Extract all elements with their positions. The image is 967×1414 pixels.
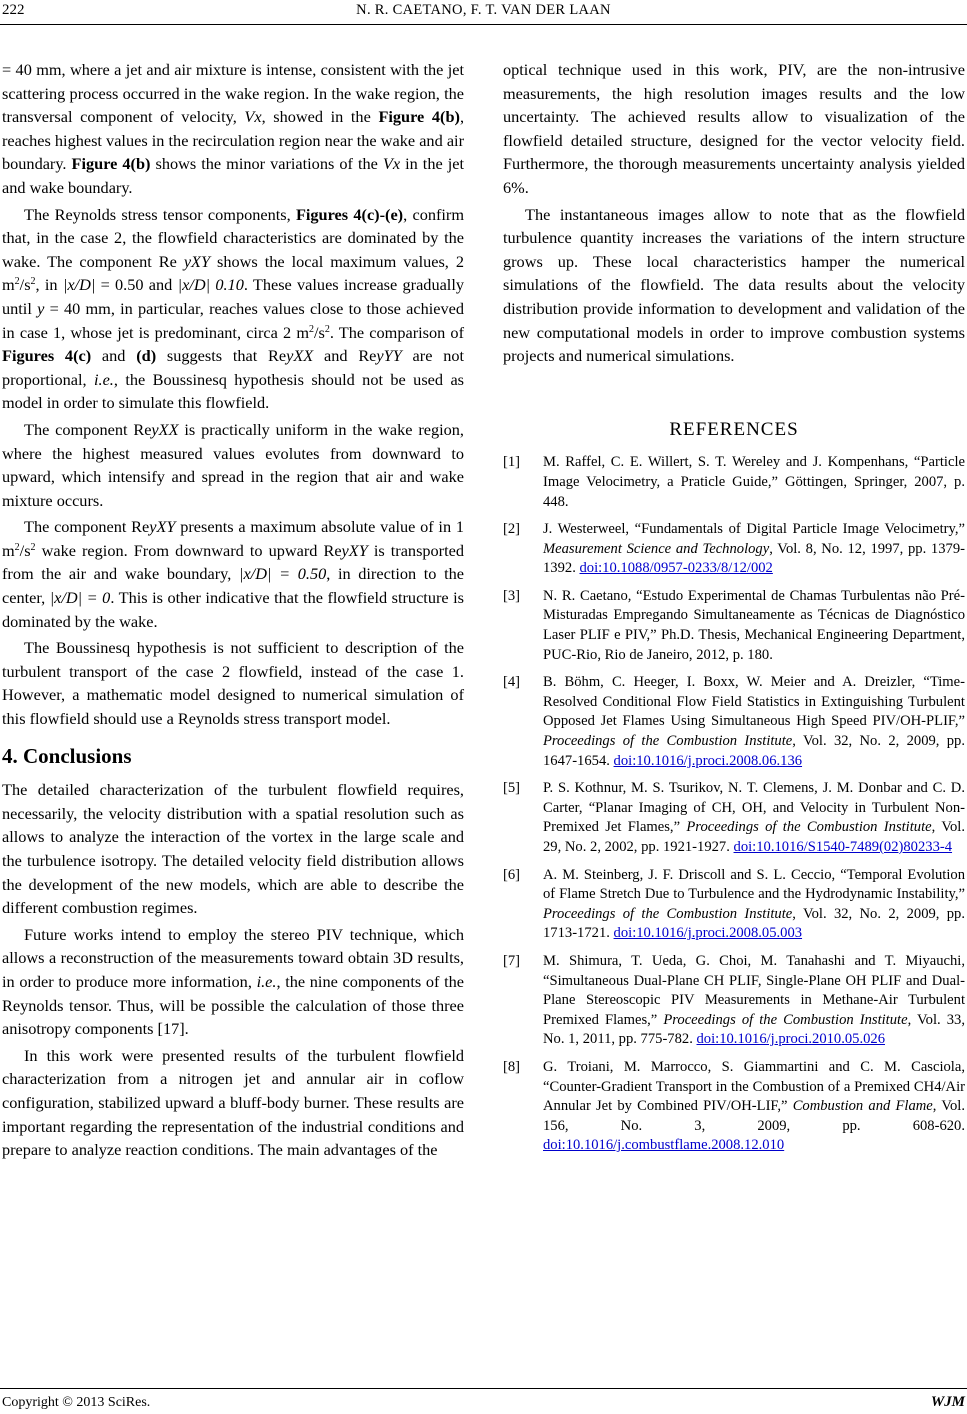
paragraph: = 40 mm, where a jet and air mixture is intense, consistent with the jet scattering process occurred in the wake region. In the wake region, the transversal component of velocity, Vx, showed in the Figure 4(b), reaches highest values in the recirculation region near the wake and air boundary. Figure 4(b) shows the minor variations of the Vx in the jet and wake boundary. xyxy=(2,60,465,197)
paragraph: In this work were presented results of the turbulent flowfield characterization from a nitrogen jet and annular air in coflow configuration, stabilized upward a bluff-body burner. These results are important regarding the representation of the industrial conditions and prepare to analyze reaction conditions. The main advantages of the xyxy=(2,1045,464,1160)
doi-link[interactable]: doi:10.1016/j.combustflame.2008.12.010 xyxy=(543,1137,785,1154)
reference-number: [2] xyxy=(503,521,521,538)
reference-item xyxy=(503,952,965,1050)
reference-number: [1] xyxy=(503,454,521,471)
reference-text: M. Raffel, C. E. Willert, S. T. Wereley and J. Kompenhans, “Particle Image Velocimetry, a Praticle Guide,” Göttingen, Springer, 2007, p. 448. xyxy=(543,454,965,510)
reference-item xyxy=(503,779,965,857)
reference-item xyxy=(503,866,965,944)
reference-item xyxy=(503,453,965,512)
paragraph: The detailed characterization of the turbulent flowfield requires, necessarily, the velocity distribution with a spatial resolution such as allows to analyze the interaction of the vortex in the large scale and the turbulence isotropy. The detailed velocity field distribution allows the development of the new models, which are able to describe the different combustion regimes. xyxy=(2,780,464,918)
reference-text: J. Westerweel, “Fundamentals of Digital Particle Image Velocimetry,” Measurement Science and Technology, Vol. 8, No. 12, 1997, pp. 1379-1392. doi:10.1088/0957-0233/8/12/002 xyxy=(543,521,965,577)
reference-item xyxy=(503,673,965,771)
reference-text: N. R. Caetano, “Estudo Experimental de Chamas Turbulentas não Pré-Misturadas Empregando Simultaneamente as Técnicas de Diagnóstico Laser PLIF e PIV,” Ph.D. Thesis, Mechanical Engineering Department, PUC-Rio, Rio de Janeiro, 2012, p. 180. xyxy=(543,587,965,663)
reference-number: [3] xyxy=(503,587,521,604)
reference-text: B. Böhm, C. Heeger, I. Boxx, W. Meier and A. Dreizler, “Time-Resolved Conditional Flow Field Statistics in Extinguishing Turbulent Opposed Jet Flames Using Simultaneous High Speed PIV/OH-PLIF,” Proceedings of the Combustion Institute, Vol. 32, No. 2, 2009, pp. 1647-1654. doi:10.1016/j.proci.2008.06.136 xyxy=(543,674,965,769)
paragraph: The Reynolds stress tensor components, Figures 4(c)-(e), confirm that, in the case 2, the flowfield characteristics are dominated by the wake. The component Re yXY shows the local maximum values, 2 $m^2/s^2$, in |x/D| = 0.50 and |x/D| 0.10. These values increase gradually until y = 40 mm, in particular, reaches values close to those achieved in case 1, whose jet is predominant, circa 2 $m^2/s^2$. The comparison of Figures 4(c) and (d) suggests that ReyXX and ReyYY are not proportional, i.e., the Boussinesq hypothesis should not be used as model in order to simulate this flowfield. xyxy=(2,204,465,413)
paragraph: The component ReyXY presents a maximum absolute value of in 1 $m^2/s^2$ wake region. From downward to upward ReyXY is transported from the air and wake boundary, |x/D| = 0.50, in direction to the center, |x/D| = 0. This is other indicative that the flowfield structure is dominated by the wake. xyxy=(2,517,464,631)
reference-text: A. M. Steinberg, J. F. Driscoll and S. L. Ceccio, “Temporal Evolution of Flame Stretch Due to Turbulence and the Hydrodynamic Instability,” Proceedings of the Combustion Institute, Vol. 32, No. 2, 2009, pp. 1713-1721. doi:10.1016/j.proci.2008.05.003 xyxy=(543,866,965,942)
doi-link[interactable]: doi:10.1016/j.proci.2010.05.026 xyxy=(696,1031,885,1048)
copyright-notice: Copyright © 2013 SciRes. xyxy=(2,1395,151,1410)
page-footer xyxy=(0,1388,967,1410)
section-heading: 4. Conclusions xyxy=(2,743,132,768)
reference-number: [7] xyxy=(503,952,521,969)
header-rule xyxy=(0,24,967,25)
paragraph: The component ReyXX is practically uniform in the wake region, where the highest measured values evolutes from downward to upward, which intensify and spread in the region that air and wake mixture occurs. xyxy=(2,419,464,510)
left-column xyxy=(2,58,464,1162)
paragraph: Future works intend to employ the stereo PIV technique, which allows a reconstruction of the measurements toward obtain 3D results, in order to produce more information, i.e., the nine components of the Reynolds tensor. Thus, will be possible the calculation of those three anisotropy components [17]. xyxy=(2,924,464,1039)
paragraph: The instantaneous images allow to note that as the flowfield turbulence quantity increases the variations of the intern structure grows up. These local characteristics hamper the numerical simulations of the flowfield. The data results about the velocity distribution provide information to development and validation of the new computational models in order to improve combustion systems projects and numerical simulations. xyxy=(503,204,965,366)
page-header xyxy=(0,0,967,26)
reference-number: [5] xyxy=(503,780,521,797)
reference-item xyxy=(503,520,965,579)
reference-number: [6] xyxy=(503,866,521,883)
doi-link[interactable]: doi:10.1088/0957-0233/8/12/002 xyxy=(579,560,773,577)
reference-item xyxy=(503,587,965,665)
reference-text: P. S. Kothnur, M. S. Tsurikov, N. T. Clemens, J. M. Donbar and C. D. Carter, “Planar Imaging of CH, OH, and Velocity in Turbulent Non-Premixed Jet Flames,” Proceedings of the Combustion Institute, Vol. 29, No. 2, 2002, pp. 1921-1927. doi:10.1016/S1540-7489(02)80233-4 xyxy=(543,780,965,855)
journal-name: WJM xyxy=(930,1394,965,1410)
right-column xyxy=(503,58,965,1164)
reference-list xyxy=(503,453,965,1156)
references-heading: REFERENCES xyxy=(669,418,799,440)
running-head: N. R. CAETANO, F. T. VAN DER LAAN xyxy=(356,2,611,18)
reference-text: M. Shimura, T. Ueda, G. Choi, M. Tanahashi and T. Miyauchi, “Simultaneous Dual-Plane CH PLIF, Single-Plane OH PLIF and Dual-Plane Stereoscopic PIV Measurements in Methane-Air Turbulent Premixed Flames,” Proceedings of the Combustion Institute, Vol. 33, No. 1, 2011, pp. 775-782. doi:10.1016/j.proci.2010.05.026 xyxy=(543,952,965,1048)
paragraph: optical technique used in this work, PIV, are the non-intrusive measurements, the high resolution images results and the low uncertainty. The achieved results allow to visualization of the flowfield detailed structure, designed for the vector velocity field. Furthermore, the thorough measurements uncertainty analysis yielded 6%. xyxy=(503,60,965,197)
reference-item xyxy=(503,1058,965,1156)
reference-number: [4] xyxy=(503,674,521,691)
doi-link[interactable]: doi:10.1016/j.proci.2008.06.136 xyxy=(613,752,803,769)
page-number: 222 xyxy=(2,2,25,18)
footer-rule xyxy=(0,1388,967,1389)
doi-link[interactable]: doi:10.1016/j.proci.2008.05.003 xyxy=(613,925,803,942)
paragraph: The Boussinesq hypothesis is not sufficient to description of the turbulent transport of the case 2 flowfield, instead of the case 1. However, a mathematic model designed to numerical simulation of this flowfield should use a Reynolds stress transport model. xyxy=(2,638,464,729)
reference-text: G. Troiani, M. Marrocco, S. Giammartini and C. M. Casciola, “Counter-Gradient Transport in the Combustion of a Premixed CH4/Air Annular Jet by Combined PIV/OH-LIF,” Combustion and Flame, Vol. 156, No. 3, 2009, pp. 608-620. doi:10.1016/j.combustflame.2008.12.010 xyxy=(543,1058,965,1154)
doi-link[interactable]: doi:10.1016/S1540-7489(02)80233-4 xyxy=(733,839,953,855)
reference-number: [8] xyxy=(503,1058,521,1075)
